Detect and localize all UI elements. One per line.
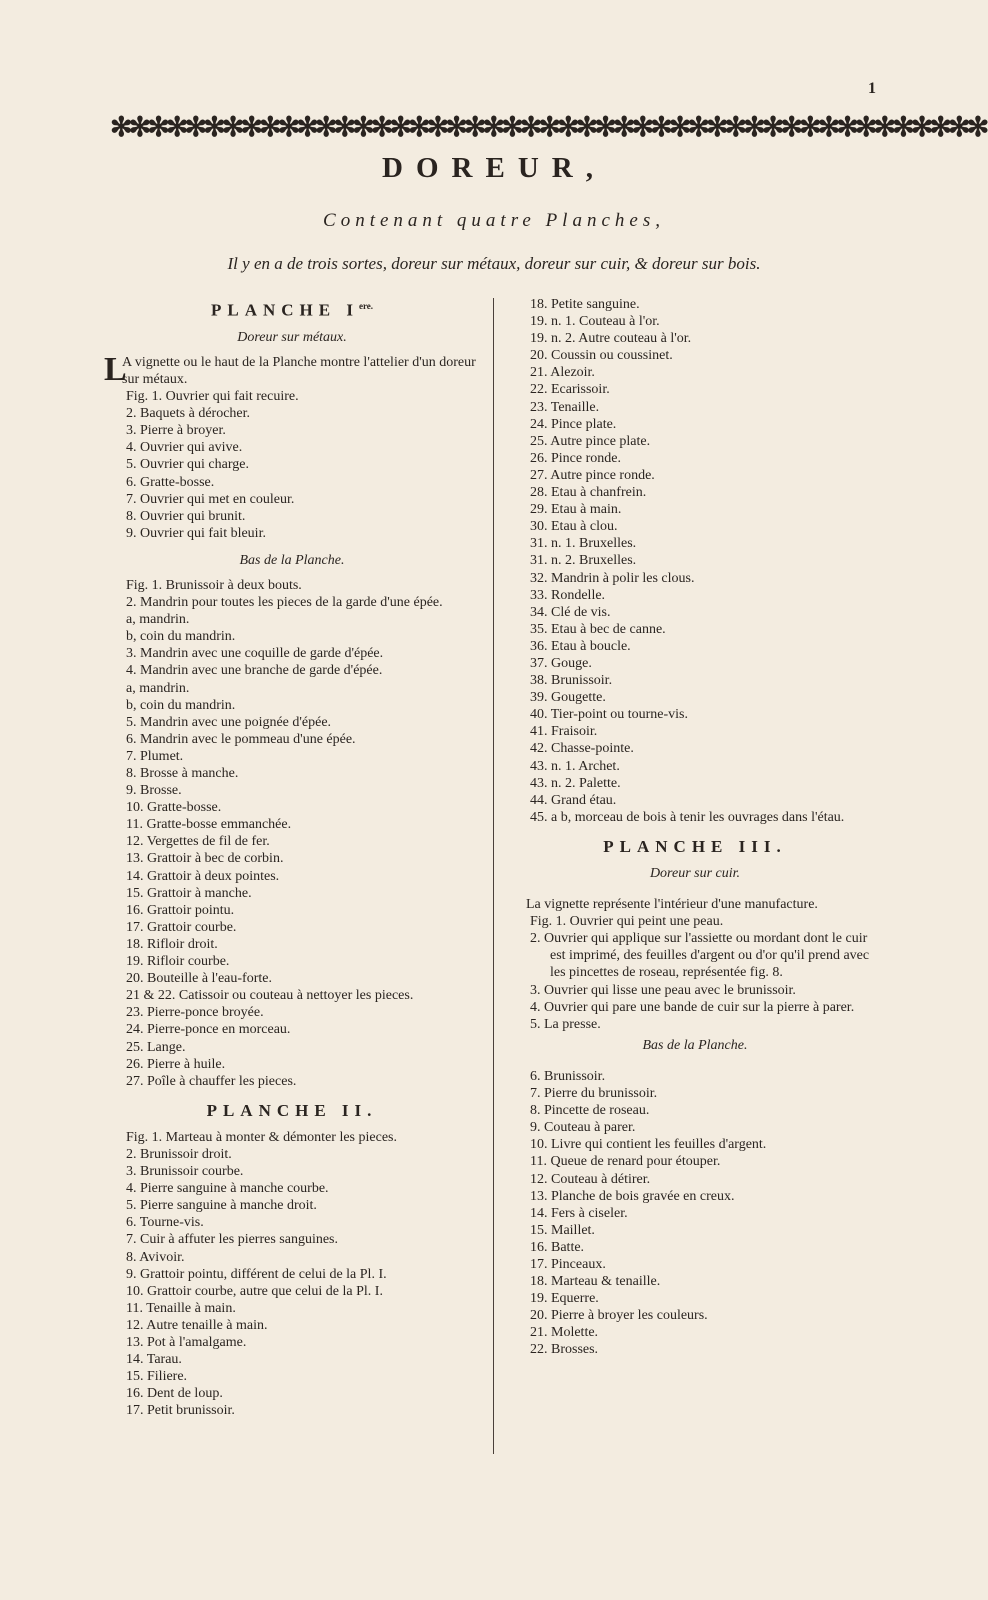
list-item: 24. Pierre-ponce en morceau. — [126, 1022, 291, 1038]
right-column — [508, 296, 882, 1359]
list-item: 24. Pince plate. — [530, 416, 617, 432]
list-item: 17. Petit brunissoir. — [126, 1403, 235, 1419]
list-item: 15. Grattoir à manche. — [126, 885, 252, 901]
list-item: 27. Autre pince ronde. — [530, 467, 655, 483]
list-item: 11. Tenaille à main. — [126, 1300, 236, 1316]
list-item: 22. Brosses. — [530, 1342, 599, 1358]
list-item: 6. Tourne-vis. — [126, 1215, 204, 1231]
intro-line: Il y en a de trois sortes, doreur sur métaux, doreur sur cuir, & doreur sur bois. — [227, 254, 761, 273]
list-item: 6. Brunissoir. — [530, 1068, 606, 1084]
list-item: 15. Filiere. — [126, 1369, 188, 1385]
list-item: 4. Mandrin avec une branche de garde d'épée. — [126, 663, 383, 679]
plate1-intro-paragraph: L A vignette ou le haut de la Planche montre l'attelier d'un doreur sur métaux. — [104, 350, 476, 388]
list-item: 23. Tenaille. — [530, 399, 600, 415]
list-item: 21 & 22. Catissoir ou couteau à nettoyer les pieces. — [126, 988, 414, 1004]
list-item: 10. Gratte-bosse. — [126, 800, 222, 816]
list-item: 9. Brosse. — [126, 783, 182, 799]
list-item: 3. Pierre à broyer. — [126, 423, 226, 439]
list-item: 27. Poîle à chauffer les pieces. — [126, 1073, 297, 1089]
list-item: 12. Autre tenaille à main. — [126, 1317, 268, 1333]
list-item: 21. Molette. — [530, 1325, 599, 1341]
plate3-intro-paragraph: La vignette représente l'intérieur d'une manufacture. — [526, 897, 818, 913]
list-item: 7. Cuir à affuter les pierres sanguines. — [126, 1232, 339, 1248]
list-item: 32. Mandrin à polir les clous. — [530, 570, 695, 586]
drop-cap: L — [104, 350, 127, 388]
ornament-band: ✻✻✻✻✻✻✻✻✻✻✻✻✻✻✻✻✻✻✻✻✻✻✻✻✻✻✻✻✻✻✻✻✻✻✻✻✻✻✻✻✻✻✻✻✻✻✻ — [110, 112, 986, 142]
list-item: 38. Brunissoir. — [530, 673, 613, 689]
list-item: 9. Grattoir pointu, différent de celui de la Pl. I. — [126, 1266, 387, 1282]
list-item: 30. Etau à clou. — [530, 519, 618, 535]
list-item: 4. Ouvrier qui pare une bande de cuir sur la pierre à parer. — [530, 999, 855, 1015]
list-item: 5. La presse. — [530, 1016, 601, 1032]
list-item: a, mandrin. — [126, 680, 190, 696]
list-item: 2. Brunissoir droit. — [126, 1146, 232, 1162]
list-item: 14. Tarau. — [126, 1352, 182, 1368]
list-item: 29. Etau à main. — [530, 502, 622, 518]
list-item: 37. Gouge. — [530, 655, 592, 671]
list-item: 10. Grattoir courbe, autre que celui de la Pl. I. — [126, 1283, 383, 1299]
list-item: 12. Couteau à détirer. — [530, 1171, 651, 1187]
list-item: Fig. 1. Brunissoir à deux bouts. — [126, 577, 302, 593]
list-item: Fig. 1. Ouvrier qui peint une peau. — [530, 914, 724, 930]
list-item: 17. Pinceaux. — [530, 1256, 606, 1272]
list-item: 15. Maillet. — [530, 1222, 595, 1238]
list-item: 10. Livre qui contient les feuilles d'argent. — [530, 1137, 767, 1153]
list-item: 3. Brunissoir courbe. — [126, 1164, 244, 1180]
list-item: 7. Plumet. — [126, 748, 184, 764]
page-number: 1 — [868, 80, 876, 97]
plate1-bas-heading: Bas de la Planche. — [239, 552, 345, 568]
list-item: 28. Etau à chanfrein. — [530, 485, 647, 501]
page-title: DOREUR, — [382, 152, 606, 184]
list-item: 4. Pierre sanguine à manche courbe. — [126, 1181, 329, 1197]
list-item: 2. Baquets à dérocher. — [126, 406, 251, 422]
list-item: 7. Ouvrier qui met en couleur. — [126, 491, 295, 507]
list-item: 4. Ouvrier qui avive. — [126, 440, 243, 456]
list-item: Fig. 1. Marteau à monter & démonter les pieces. — [126, 1129, 397, 1145]
list-item: 41. Fraisoir. — [530, 724, 598, 740]
list-item: 3. Mandrin avec une coquille de garde d'épée. — [126, 646, 384, 662]
list-item: Fig. 1. Ouvrier qui fait recuire. — [126, 389, 299, 405]
list-item: 36. Etau à boucle. — [530, 638, 631, 654]
plate3-subheading: Doreur sur cuir. — [649, 866, 741, 881]
list-item: 31. n. 1. Bruxelles. — [530, 536, 637, 552]
plate2-list — [104, 1129, 480, 1420]
list-item: 18. Petite sanguine. — [530, 297, 640, 312]
list-item: 20. Pierre à broyer les couleurs. — [530, 1308, 708, 1324]
list-item: 18. Marteau & tenaille. — [530, 1274, 661, 1290]
left-column — [104, 296, 480, 1419]
list-item: 12. Vergettes de fil de fer. — [126, 834, 270, 850]
list-item: 2. Mandrin pour toutes les pieces de la garde d'une épée. — [126, 595, 443, 611]
list-item: 5. Pierre sanguine à manche droit. — [126, 1198, 317, 1214]
list-item: 21. Alezoir. — [530, 365, 595, 381]
list-item: 25. Autre pince plate. — [530, 433, 651, 449]
list-item: 18. Rifloir droit. — [126, 936, 218, 952]
list-item: 11. Queue de renard pour étouper. — [530, 1154, 721, 1170]
list-item: 16. Batte. — [530, 1239, 585, 1255]
list-item: 6. Gratte-bosse. — [126, 474, 215, 490]
list-item: b, coin du mandrin. — [126, 629, 236, 645]
list-item: 33. Rondelle. — [530, 587, 606, 603]
plate3-top-list — [508, 913, 882, 1033]
list-item: 8. Avivoir. — [126, 1249, 185, 1265]
list-item: 9. Ouvrier qui fait bleuir. — [126, 525, 266, 541]
list-item: 43. n. 2. Palette. — [530, 775, 621, 791]
list-item: 26. Pince ronde. — [530, 450, 621, 466]
plate1-top-list — [104, 388, 480, 542]
plate2-continued-list — [508, 296, 882, 826]
column-divider — [493, 298, 494, 1454]
list-item: 7. Pierre du brunissoir. — [530, 1086, 658, 1102]
list-item: 20. Coussin ou coussinet. — [530, 348, 673, 364]
plate1-bottom-list — [104, 577, 480, 1090]
list-item: 13. Pot à l'amalgame. — [126, 1335, 247, 1350]
list-item: 8. Pincette de roseau. — [530, 1103, 650, 1119]
list-item: 17. Grattoir courbe. — [126, 919, 237, 935]
plate2-heading: PLANCHE II. — [206, 1100, 378, 1120]
list-item: 34. Clé de vis. — [530, 604, 611, 620]
list-item: 20. Bouteille à l'eau-forte. — [126, 971, 272, 987]
plate3-heading: PLANCHE III. — [603, 836, 787, 856]
list-item: a, mandrin. — [126, 612, 190, 628]
list-item: 19. Rifloir courbe. — [126, 954, 230, 970]
list-item: 19. n. 1. Couteau à l'or. — [530, 314, 660, 330]
list-item: 19. n. 2. Autre couteau à l'or. — [530, 331, 692, 347]
page-subtitle: Contenant quatre Planches, — [323, 210, 665, 231]
list-item: 5. Ouvrier qui charge. — [126, 457, 249, 473]
plate1-heading: PLANCHE $I^{ere.}$ — [210, 300, 374, 320]
list-item: 13. Planche de bois gravée en creux. — [530, 1188, 735, 1204]
list-item: 45. a b, morceau de bois à tenir les ouvrages dans l'étau. — [530, 809, 845, 825]
list-item: 6. Mandrin avec le pommeau d'une épée. — [126, 731, 356, 747]
plate3-bas-heading: Bas de la Planche. — [642, 1037, 748, 1053]
list-item: 14. Fers à ciseler. — [530, 1205, 628, 1221]
list-item: 19. Equerre. — [530, 1291, 599, 1307]
plate1-subheading: Doreur sur métaux. — [237, 329, 347, 345]
list-item: 8. Ouvrier qui brunit. — [126, 508, 246, 524]
list-item: 3. Ouvrier qui lisse une peau avec le brunissoir. — [530, 982, 796, 998]
list-item: 2. Ouvrier qui applique sur l'assiette ou mordant dont le cuir est imprimé, des feuilles d'argent ou d'or qu'il prend avec les pincettes de roseau, représentée fig. 8. — [530, 931, 870, 981]
list-item: 13. Grattoir à bec de corbin. — [126, 851, 284, 867]
list-item: 43. n. 1. Archet. — [530, 758, 620, 774]
list-item: 11. Gratte-bosse emmanchée. — [126, 817, 292, 833]
list-item: 8. Brosse à manche. — [126, 766, 239, 781]
list-item: 9. Couteau à parer. — [530, 1120, 636, 1136]
list-item: 14. Grattoir à deux pointes. — [126, 868, 280, 884]
list-item: 39. Gougette. — [530, 690, 606, 706]
list-item: 23. Pierre-ponce broyée. — [126, 1005, 264, 1021]
list-item: 42. Chasse-pointe. — [530, 741, 634, 757]
plate3-bottom-list — [508, 1068, 882, 1359]
list-item: 44. Grand étau. — [530, 792, 617, 808]
list-item: b, coin du mandrin. — [126, 697, 236, 713]
list-item: 31. n. 2. Bruxelles. — [530, 553, 637, 569]
list-item: 40. Tier-point ou tourne-vis. — [530, 707, 688, 723]
list-item: 5. Mandrin avec une poignée d'épée. — [126, 714, 332, 730]
list-item: 22. Ecarissoir. — [530, 382, 610, 398]
list-item: 35. Etau à bec de canne. — [530, 621, 666, 637]
list-item: 26. Pierre à huile. — [126, 1056, 226, 1072]
list-item: 25. Lange. — [126, 1039, 186, 1055]
list-item: 16. Dent de loup. — [126, 1386, 223, 1402]
list-item: 16. Grattoir pointu. — [126, 902, 235, 918]
